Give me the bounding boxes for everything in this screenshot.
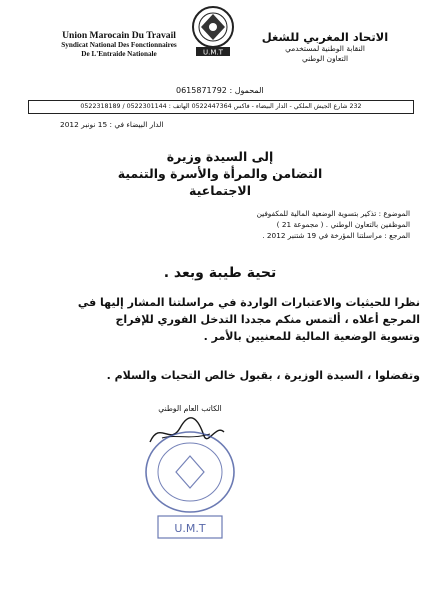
body-line-3: وتسوية الوضعية المالية للمعنيين بالأمر .	[203, 330, 420, 343]
official-stamp	[136, 426, 244, 556]
letterhead-arabic	[250, 30, 400, 64]
subject-line-2: الموظفين بالتعاون الوطني . ( مجموعة 21 )	[276, 220, 410, 229]
entraide-name-ar: التعاون الوطني	[301, 54, 349, 63]
syndicate-name-ar: النقابة الوطنية لمستخدمي	[285, 44, 365, 53]
union-name-fr: Union Marocain Du Travail	[62, 30, 176, 41]
mobile-number: المحمول : 0615871792	[176, 86, 264, 95]
subject-line-1: الموضوع : تذكير بتسوية الوضعية المالية للمكفوفين	[256, 209, 410, 218]
stamp-text: U.M.T	[174, 522, 206, 535]
syndicate-name-fr: Syndicat National Des Fonctionnaires	[61, 41, 177, 49]
entraide-name-fr: De L'Entraide Nationale	[81, 50, 157, 58]
recipient-line-1: إلى السيدة وزيرة	[166, 149, 274, 164]
reference-line: المرجع : مراسلتنا المؤرخة في 19 شتنبر 2012 .	[262, 231, 410, 240]
umt-logo	[188, 4, 238, 58]
letter-body	[20, 294, 420, 345]
date-line: الدار البيضاء في : 15 نونبر 2012	[60, 120, 164, 129]
letterhead-french	[44, 30, 194, 59]
body-line-1: نظرا للحيثيات والاعتبارات الواردة في مراسلتنا المشار إليها في	[77, 296, 420, 309]
greeting: تحية طيبة وبعد .	[163, 265, 277, 281]
logo-text: U.M.T	[203, 48, 223, 57]
signer-title: الكاتب العام الوطني	[158, 404, 222, 413]
closing-line: وتفضلوا ، السيدة الوزيرة ، بقبول خالص التحيات والسلام .	[106, 369, 420, 382]
body-line-2: المرجع أعلاه ، ألتمس منكم مجددا التدخل الفوري للإفراج	[115, 313, 420, 326]
subject-block	[170, 208, 410, 241]
recipient-line-2: التضامن والمرأة والأسرة والتنمية الاجتماعية	[117, 166, 323, 198]
address-box: 232 شارع الجيش الملكي - الدار البيضاء - فاكس 0522447364 الهاتف : 0522301144 / 0522318189	[28, 100, 414, 114]
union-name-ar: الاتحاد المغربي للشغل	[261, 30, 389, 44]
recipient	[100, 148, 340, 199]
